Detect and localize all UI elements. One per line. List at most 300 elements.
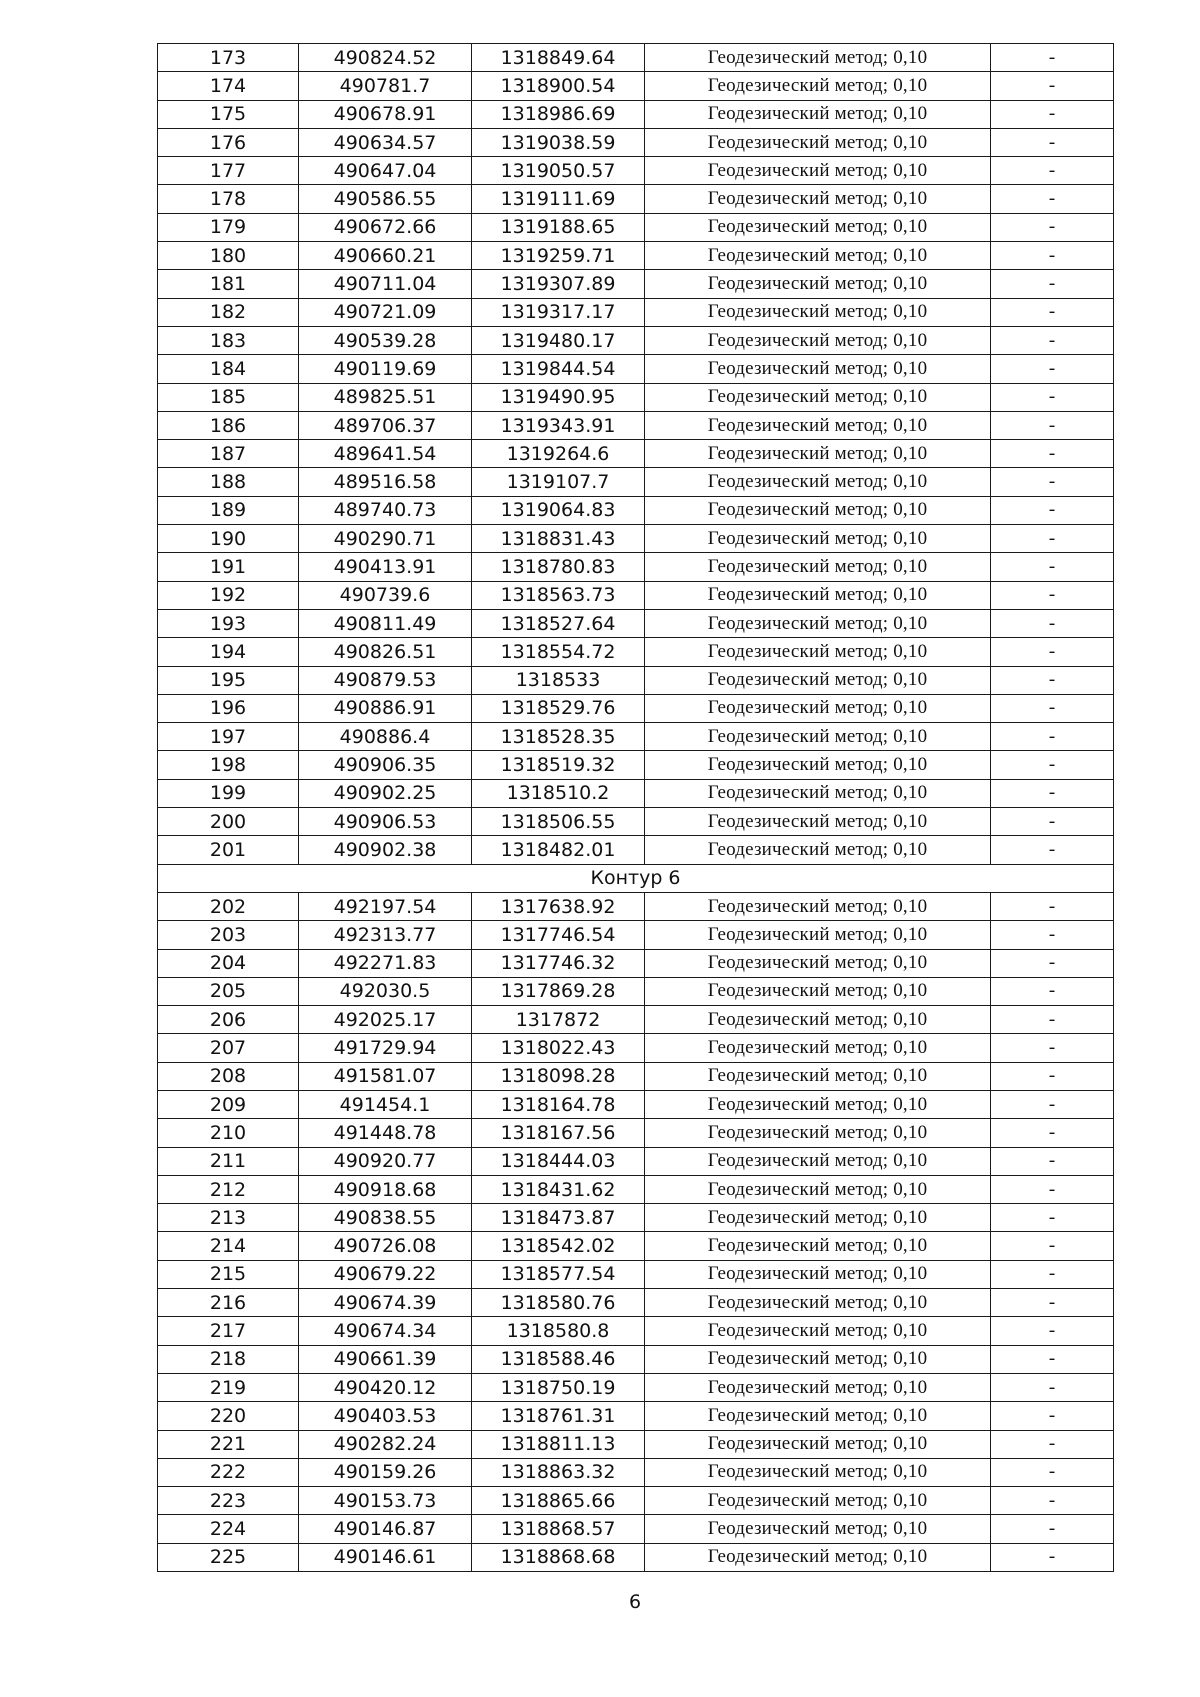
table-row [158, 949, 1114, 977]
method-cell: Геодезический метод; 0,10 [645, 977, 991, 1005]
x-coordinate-cell: 489641.54 [299, 440, 472, 468]
x-coordinate-cell: 490146.61 [299, 1543, 472, 1571]
method-cell: Геодезический метод; 0,10 [645, 270, 991, 298]
x-coordinate-cell: 490838.55 [299, 1204, 472, 1232]
point-number-cell: 190 [158, 525, 299, 553]
point-number-cell: 176 [158, 128, 299, 156]
x-coordinate-cell: 489516.58 [299, 468, 472, 496]
description-cell: - [991, 1458, 1114, 1486]
point-number-cell: 199 [158, 779, 299, 807]
table-row [158, 1515, 1114, 1543]
y-coordinate-cell: 1318761.31 [472, 1402, 645, 1430]
y-coordinate-cell: 1318588.46 [472, 1345, 645, 1373]
y-coordinate-cell: 1319107.7 [472, 468, 645, 496]
point-number-cell: 215 [158, 1260, 299, 1288]
x-coordinate-cell: 490781.7 [299, 72, 472, 100]
table-row [158, 666, 1114, 694]
point-number-cell: 179 [158, 213, 299, 241]
table-row [158, 1430, 1114, 1458]
method-cell: Геодезический метод; 0,10 [645, 892, 991, 920]
description-cell: - [991, 128, 1114, 156]
method-cell: Геодезический метод; 0,10 [645, 1487, 991, 1515]
y-coordinate-cell: 1319844.54 [472, 355, 645, 383]
x-coordinate-cell: 490660.21 [299, 242, 472, 270]
table-row [158, 1204, 1114, 1232]
description-cell: - [991, 1373, 1114, 1401]
y-coordinate-cell: 1318473.87 [472, 1204, 645, 1232]
y-coordinate-cell: 1318022.43 [472, 1034, 645, 1062]
method-cell: Геодезический метод; 0,10 [645, 440, 991, 468]
y-coordinate-cell: 1318164.78 [472, 1090, 645, 1118]
y-coordinate-cell: 1318811.13 [472, 1430, 645, 1458]
y-coordinate-cell: 1318849.64 [472, 44, 645, 72]
description-cell: - [991, 496, 1114, 524]
y-coordinate-cell: 1318865.66 [472, 1487, 645, 1515]
table-row [158, 694, 1114, 722]
method-cell: Геодезический метод; 0,10 [645, 1317, 991, 1345]
point-number-cell: 183 [158, 326, 299, 354]
y-coordinate-cell: 1319188.65 [472, 213, 645, 241]
y-coordinate-cell: 1318528.35 [472, 723, 645, 751]
x-coordinate-cell: 490721.09 [299, 298, 472, 326]
method-cell: Геодезический метод; 0,10 [645, 213, 991, 241]
y-coordinate-cell: 1318482.01 [472, 836, 645, 864]
description-cell: - [991, 100, 1114, 128]
y-coordinate-cell: 1318750.19 [472, 1373, 645, 1401]
x-coordinate-cell: 490902.25 [299, 779, 472, 807]
description-cell: - [991, 1402, 1114, 1430]
point-number-cell: 198 [158, 751, 299, 779]
table-body-part1 [158, 44, 1114, 865]
x-coordinate-cell: 490726.08 [299, 1232, 472, 1260]
x-coordinate-cell: 490674.39 [299, 1289, 472, 1317]
description-cell: - [991, 411, 1114, 439]
table-row [158, 836, 1114, 864]
x-coordinate-cell: 492030.5 [299, 977, 472, 1005]
description-cell: - [991, 468, 1114, 496]
method-cell: Геодезический метод; 0,10 [645, 355, 991, 383]
description-cell: - [991, 1147, 1114, 1175]
description-cell: - [991, 949, 1114, 977]
table-row [158, 921, 1114, 949]
point-number-cell: 196 [158, 694, 299, 722]
description-cell: - [991, 242, 1114, 270]
table-row [158, 1373, 1114, 1401]
x-coordinate-cell: 490413.91 [299, 553, 472, 581]
point-number-cell: 188 [158, 468, 299, 496]
point-number-cell: 175 [158, 100, 299, 128]
method-cell: Геодезический метод; 0,10 [645, 1090, 991, 1118]
method-cell: Геодезический метод; 0,10 [645, 1260, 991, 1288]
table-row [158, 411, 1114, 439]
method-cell: Геодезический метод; 0,10 [645, 1345, 991, 1373]
description-cell: - [991, 44, 1114, 72]
x-coordinate-cell: 492025.17 [299, 1006, 472, 1034]
description-cell: - [991, 157, 1114, 185]
x-coordinate-cell: 490811.49 [299, 609, 472, 637]
table-row [158, 1487, 1114, 1515]
x-coordinate-cell: 491729.94 [299, 1034, 472, 1062]
description-cell: - [991, 723, 1114, 751]
x-coordinate-cell: 490879.53 [299, 666, 472, 694]
x-coordinate-cell: 490920.77 [299, 1147, 472, 1175]
point-number-cell: 184 [158, 355, 299, 383]
method-cell: Геодезический метод; 0,10 [645, 298, 991, 326]
table-row [158, 44, 1114, 72]
point-number-cell: 200 [158, 808, 299, 836]
x-coordinate-cell: 490282.24 [299, 1430, 472, 1458]
table-body-part2 [158, 892, 1114, 1571]
table-row [158, 1232, 1114, 1260]
method-cell: Геодезический метод; 0,10 [645, 1232, 991, 1260]
table-row [158, 1260, 1114, 1288]
x-coordinate-cell: 489706.37 [299, 411, 472, 439]
y-coordinate-cell: 1319480.17 [472, 326, 645, 354]
x-coordinate-cell: 490634.57 [299, 128, 472, 156]
point-number-cell: 202 [158, 892, 299, 920]
x-coordinate-cell: 491448.78 [299, 1119, 472, 1147]
x-coordinate-cell: 490711.04 [299, 270, 472, 298]
point-number-cell: 186 [158, 411, 299, 439]
point-number-cell: 185 [158, 383, 299, 411]
y-coordinate-cell: 1317638.92 [472, 892, 645, 920]
point-number-cell: 213 [158, 1204, 299, 1232]
y-coordinate-cell: 1318444.03 [472, 1147, 645, 1175]
point-number-cell: 177 [158, 157, 299, 185]
point-number-cell: 220 [158, 1402, 299, 1430]
point-number-cell: 211 [158, 1147, 299, 1175]
x-coordinate-cell: 490586.55 [299, 185, 472, 213]
point-number-cell: 221 [158, 1430, 299, 1458]
y-coordinate-cell: 1319050.57 [472, 157, 645, 185]
x-coordinate-cell: 490153.73 [299, 1487, 472, 1515]
table-row [158, 808, 1114, 836]
method-cell: Геодезический метод; 0,10 [645, 949, 991, 977]
point-number-cell: 208 [158, 1062, 299, 1090]
description-cell: - [991, 1175, 1114, 1203]
description-cell: - [991, 638, 1114, 666]
method-cell: Геодезический метод; 0,10 [645, 723, 991, 751]
y-coordinate-cell: 1318577.54 [472, 1260, 645, 1288]
x-coordinate-cell: 490290.71 [299, 525, 472, 553]
method-cell: Геодезический метод; 0,10 [645, 1147, 991, 1175]
y-coordinate-cell: 1318563.73 [472, 581, 645, 609]
table-row [158, 100, 1114, 128]
description-cell: - [991, 1289, 1114, 1317]
method-cell: Геодезический метод; 0,10 [645, 1289, 991, 1317]
point-number-cell: 206 [158, 1006, 299, 1034]
table-row [158, 298, 1114, 326]
description-cell: - [991, 892, 1114, 920]
description-cell: - [991, 1034, 1114, 1062]
x-coordinate-cell: 490826.51 [299, 638, 472, 666]
description-cell: - [991, 1204, 1114, 1232]
point-number-cell: 191 [158, 553, 299, 581]
x-coordinate-cell: 490739.6 [299, 581, 472, 609]
method-cell: Геодезический метод; 0,10 [645, 921, 991, 949]
y-coordinate-cell: 1318529.76 [472, 694, 645, 722]
table-row [158, 977, 1114, 1005]
x-coordinate-cell: 490906.35 [299, 751, 472, 779]
method-cell: Геодезический метод; 0,10 [645, 242, 991, 270]
point-number-cell: 181 [158, 270, 299, 298]
method-cell: Геодезический метод; 0,10 [645, 1402, 991, 1430]
y-coordinate-cell: 1318900.54 [472, 72, 645, 100]
description-cell: - [991, 609, 1114, 637]
x-coordinate-cell: 490661.39 [299, 1345, 472, 1373]
y-coordinate-cell: 1318868.57 [472, 1515, 645, 1543]
method-cell: Геодезический метод; 0,10 [645, 808, 991, 836]
table-row [158, 609, 1114, 637]
description-cell: - [991, 270, 1114, 298]
table-row [158, 355, 1114, 383]
table-row [158, 128, 1114, 156]
method-cell: Геодезический метод; 0,10 [645, 383, 991, 411]
y-coordinate-cell: 1318542.02 [472, 1232, 645, 1260]
y-coordinate-cell: 1318527.64 [472, 609, 645, 637]
table-row [158, 638, 1114, 666]
table-row [158, 892, 1114, 920]
description-cell: - [991, 779, 1114, 807]
point-number-cell: 178 [158, 185, 299, 213]
table-row [158, 1543, 1114, 1571]
y-coordinate-cell: 1318098.28 [472, 1062, 645, 1090]
table-row [158, 723, 1114, 751]
description-cell: - [991, 1006, 1114, 1034]
x-coordinate-cell: 490647.04 [299, 157, 472, 185]
y-coordinate-cell: 1318554.72 [472, 638, 645, 666]
x-coordinate-cell: 490679.22 [299, 1260, 472, 1288]
x-coordinate-cell: 490539.28 [299, 326, 472, 354]
point-number-cell: 197 [158, 723, 299, 751]
x-coordinate-cell: 491581.07 [299, 1062, 472, 1090]
method-cell: Геодезический метод; 0,10 [645, 1458, 991, 1486]
y-coordinate-cell: 1318868.68 [472, 1543, 645, 1571]
x-coordinate-cell: 490824.52 [299, 44, 472, 72]
method-cell: Геодезический метод; 0,10 [645, 1543, 991, 1571]
description-cell: - [991, 1119, 1114, 1147]
section-label: Контур 6 [158, 864, 1114, 892]
description-cell: - [991, 355, 1114, 383]
point-number-cell: 192 [158, 581, 299, 609]
method-cell: Геодезический метод; 0,10 [645, 185, 991, 213]
y-coordinate-cell: 1318510.2 [472, 779, 645, 807]
y-coordinate-cell: 1318580.76 [472, 1289, 645, 1317]
description-cell: - [991, 977, 1114, 1005]
method-cell: Геодезический метод; 0,10 [645, 496, 991, 524]
y-coordinate-cell: 1319064.83 [472, 496, 645, 524]
method-cell: Геодезический метод; 0,10 [645, 1006, 991, 1034]
y-coordinate-cell: 1319307.89 [472, 270, 645, 298]
point-number-cell: 214 [158, 1232, 299, 1260]
description-cell: - [991, 836, 1114, 864]
table-row [158, 1006, 1114, 1034]
x-coordinate-cell: 489740.73 [299, 496, 472, 524]
method-cell: Геодезический метод; 0,10 [645, 638, 991, 666]
x-coordinate-cell: 492197.54 [299, 892, 472, 920]
description-cell: - [991, 213, 1114, 241]
section-row [158, 864, 1114, 892]
description-cell: - [991, 1317, 1114, 1345]
point-number-cell: 174 [158, 72, 299, 100]
y-coordinate-cell: 1319490.95 [472, 383, 645, 411]
table-row [158, 213, 1114, 241]
point-number-cell: 209 [158, 1090, 299, 1118]
x-coordinate-cell: 492271.83 [299, 949, 472, 977]
method-cell: Геодезический метод; 0,10 [645, 157, 991, 185]
point-number-cell: 218 [158, 1345, 299, 1373]
y-coordinate-cell: 1319259.71 [472, 242, 645, 270]
table-row [158, 383, 1114, 411]
y-coordinate-cell: 1319343.91 [472, 411, 645, 439]
method-cell: Геодезический метод; 0,10 [645, 1515, 991, 1543]
x-coordinate-cell: 492313.77 [299, 921, 472, 949]
x-coordinate-cell: 490918.68 [299, 1175, 472, 1203]
x-coordinate-cell: 490886.4 [299, 723, 472, 751]
table-row [158, 1034, 1114, 1062]
method-cell: Геодезический метод; 0,10 [645, 694, 991, 722]
point-number-cell: 225 [158, 1543, 299, 1571]
table-section [158, 864, 1114, 892]
description-cell: - [991, 1487, 1114, 1515]
x-coordinate-cell: 491454.1 [299, 1090, 472, 1118]
description-cell: - [991, 921, 1114, 949]
page-number: 6 [628, 1591, 642, 1613]
x-coordinate-cell: 490159.26 [299, 1458, 472, 1486]
method-cell: Геодезический метод; 0,10 [645, 1175, 991, 1203]
table-row [158, 1119, 1114, 1147]
table-row [158, 468, 1114, 496]
method-cell: Геодезический метод; 0,10 [645, 779, 991, 807]
table-row [158, 1458, 1114, 1486]
method-cell: Геодезический метод; 0,10 [645, 1430, 991, 1458]
table-row [158, 1402, 1114, 1430]
description-cell: - [991, 298, 1114, 326]
x-coordinate-cell: 489825.51 [299, 383, 472, 411]
x-coordinate-cell: 490906.53 [299, 808, 472, 836]
method-cell: Геодезический метод; 0,10 [645, 128, 991, 156]
table-row [158, 779, 1114, 807]
description-cell: - [991, 694, 1114, 722]
table-row [158, 185, 1114, 213]
table-row [158, 751, 1114, 779]
x-coordinate-cell: 490902.38 [299, 836, 472, 864]
table-row [158, 1175, 1114, 1203]
y-coordinate-cell: 1317872 [472, 1006, 645, 1034]
y-coordinate-cell: 1319264.6 [472, 440, 645, 468]
method-cell: Геодезический метод; 0,10 [645, 72, 991, 100]
point-number-cell: 182 [158, 298, 299, 326]
y-coordinate-cell: 1318986.69 [472, 100, 645, 128]
y-coordinate-cell: 1319111.69 [472, 185, 645, 213]
method-cell: Геодезический метод; 0,10 [645, 1034, 991, 1062]
description-cell: - [991, 1430, 1114, 1458]
table-row [158, 581, 1114, 609]
coordinates-table [157, 43, 1114, 1572]
point-number-cell: 219 [158, 1373, 299, 1401]
point-number-cell: 205 [158, 977, 299, 1005]
description-cell: - [991, 581, 1114, 609]
description-cell: - [991, 1090, 1114, 1118]
point-number-cell: 217 [158, 1317, 299, 1345]
y-coordinate-cell: 1317746.32 [472, 949, 645, 977]
x-coordinate-cell: 490403.53 [299, 1402, 472, 1430]
x-coordinate-cell: 490886.91 [299, 694, 472, 722]
description-cell: - [991, 1232, 1114, 1260]
table-row [158, 72, 1114, 100]
description-cell: - [991, 808, 1114, 836]
method-cell: Геодезический метод; 0,10 [645, 326, 991, 354]
x-coordinate-cell: 490146.87 [299, 1515, 472, 1543]
description-cell: - [991, 1515, 1114, 1543]
table-row [158, 1147, 1114, 1175]
table-row [158, 1345, 1114, 1373]
method-cell: Геодезический метод; 0,10 [645, 553, 991, 581]
x-coordinate-cell: 490672.66 [299, 213, 472, 241]
description-cell: - [991, 440, 1114, 468]
table-row [158, 242, 1114, 270]
method-cell: Геодезический метод; 0,10 [645, 1119, 991, 1147]
y-coordinate-cell: 1318580.8 [472, 1317, 645, 1345]
y-coordinate-cell: 1318167.56 [472, 1119, 645, 1147]
point-number-cell: 189 [158, 496, 299, 524]
x-coordinate-cell: 490420.12 [299, 1373, 472, 1401]
table-row [158, 157, 1114, 185]
description-cell: - [991, 383, 1114, 411]
table-row [158, 1289, 1114, 1317]
method-cell: Геодезический метод; 0,10 [645, 1062, 991, 1090]
table-row [158, 1062, 1114, 1090]
table-row [158, 270, 1114, 298]
table-row [158, 553, 1114, 581]
description-cell: - [991, 553, 1114, 581]
y-coordinate-cell: 1319038.59 [472, 128, 645, 156]
method-cell: Геодезический метод; 0,10 [645, 100, 991, 128]
point-number-cell: 212 [158, 1175, 299, 1203]
description-cell: - [991, 185, 1114, 213]
table-row [158, 1090, 1114, 1118]
y-coordinate-cell: 1318780.83 [472, 553, 645, 581]
description-cell: - [991, 525, 1114, 553]
point-number-cell: 224 [158, 1515, 299, 1543]
point-number-cell: 187 [158, 440, 299, 468]
description-cell: - [991, 1543, 1114, 1571]
y-coordinate-cell: 1318506.55 [472, 808, 645, 836]
x-coordinate-cell: 490674.34 [299, 1317, 472, 1345]
point-number-cell: 203 [158, 921, 299, 949]
point-number-cell: 207 [158, 1034, 299, 1062]
point-number-cell: 173 [158, 44, 299, 72]
y-coordinate-cell: 1318519.32 [472, 751, 645, 779]
method-cell: Геодезический метод; 0,10 [645, 1373, 991, 1401]
y-coordinate-cell: 1317869.28 [472, 977, 645, 1005]
description-cell: - [991, 1260, 1114, 1288]
table-row [158, 525, 1114, 553]
table-row [158, 1317, 1114, 1345]
y-coordinate-cell: 1318533 [472, 666, 645, 694]
point-number-cell: 193 [158, 609, 299, 637]
x-coordinate-cell: 490119.69 [299, 355, 472, 383]
y-coordinate-cell: 1318431.62 [472, 1175, 645, 1203]
point-number-cell: 204 [158, 949, 299, 977]
method-cell: Геодезический метод; 0,10 [645, 836, 991, 864]
point-number-cell: 195 [158, 666, 299, 694]
x-coordinate-cell: 490678.91 [299, 100, 472, 128]
table-row [158, 326, 1114, 354]
table-row [158, 496, 1114, 524]
y-coordinate-cell: 1317746.54 [472, 921, 645, 949]
description-cell: - [991, 1345, 1114, 1373]
